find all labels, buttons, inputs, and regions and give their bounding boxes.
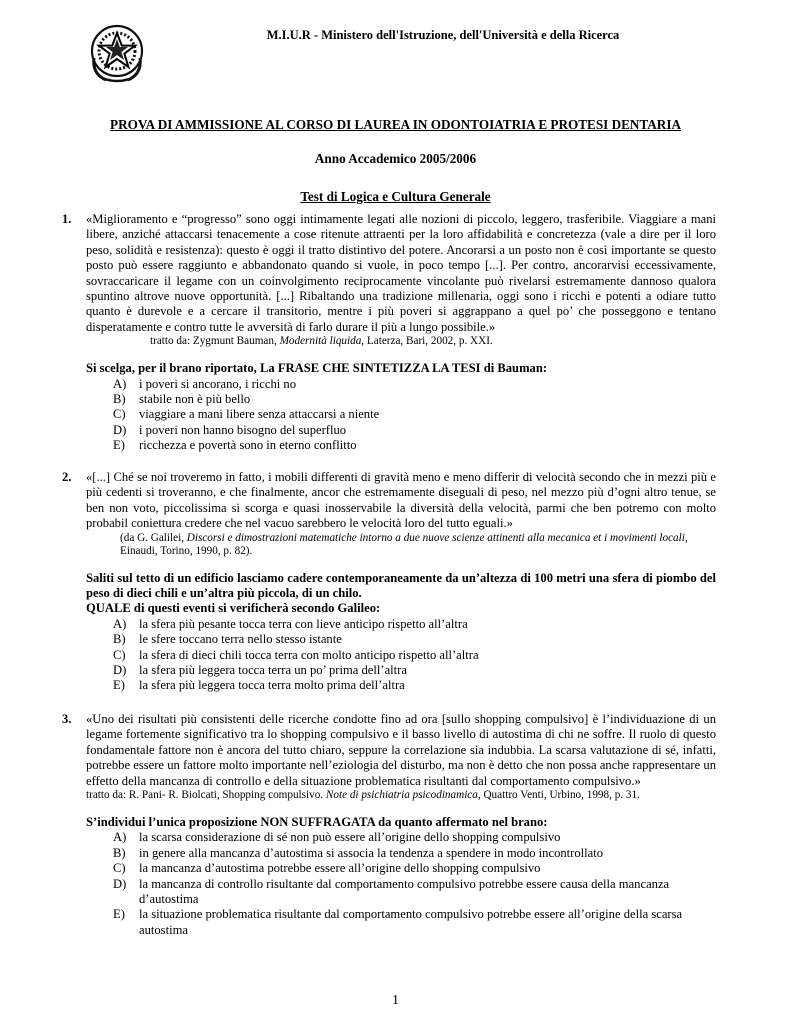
passage-source: (da G. Galilei, Discorsi e dimostrazioni matematiche intorno a due nuove scienze attinenti alla mecanica et i movimenti locali, Einaudi, Torino, 1990, p. 82).: [120, 531, 688, 557]
answer-option-b: B) stabile non è più bello: [113, 392, 251, 407]
question-prompt-2: QUALE di questi eventi si verificherà secondo Galileo:: [86, 601, 381, 616]
answer-option-d: D) la mancanza di controllo risultante dal comportamento compulsivo potrebbe essere causa della mancanza d’autostima: [113, 876, 670, 907]
answer-option-c: C) viaggiare a mani libere senza attaccarsi a niente: [113, 407, 380, 422]
answer-option-d: D) la sfera più leggera tocca terra un po’ prima dell’altra: [113, 663, 407, 678]
academic-year: Anno Accademico 2005/2006: [314, 151, 477, 166]
question-prompt: Saliti sul tetto di un edificio lasciamo cadere contemporaneamente da un’altezza di 100 metri una sfera di piombo del peso di dieci chili e un’altra più piccola, di un chilo.: [86, 570, 716, 601]
question-1: [62, 212, 716, 454]
passage-source: tratto da: R. Pani- R. Biolcati, Shopping compulsivo. Note di psichiatria psicodinamica, Quattro Venti, Urbino, 1998, p. 31.: [86, 789, 640, 802]
question-2: [62, 470, 716, 694]
answer-option-e: E) la situazione problematica risultante dal comportamento compulsivo potrebbe essere all’origine della scarsa autostima: [113, 907, 683, 937]
question-passage: «[...] Ché se noi troveremo in fatto, i mobili differenti di gravità meno e meno differir di velocità secondo che in mezzi più e più cedenti si troveranno, e che finalmente, ancor che estremamente diseguali di peso, nel mezzo più d’ogni altro tenue, se ben non voto, piccolissima si scorga e quasi inosservabile la diversità della velocità, parmi che ben potremo con molto probabil coniettura credere che nel vacuo sarebbero le velocità loro del tutto eguali.»: [86, 470, 716, 531]
question-3: [62, 712, 716, 938]
answer-option-c: C) la sfera di dieci chili tocca terra con molto anticipo rispetto all’altra: [113, 647, 479, 662]
answer-options: [113, 617, 716, 694]
page-number: 1: [392, 993, 399, 1008]
exam-title: PROVA DI AMMISSIONE AL CORSO DI LAUREA IN ODONTOIATRIA E PROTESI DENTARIA: [110, 117, 681, 132]
answer-option-a: A) i poveri si ancorano, i ricchi no: [113, 376, 297, 391]
answer-options: [113, 830, 716, 938]
answer-option-e: E) ricchezza e povertà sono in eterno conflitto: [113, 438, 357, 453]
question-passage: «Miglioramento e “progresso” sono oggi intimamente legati alle nozioni di piccolo, leggero, trasferibile. Viaggiare a mani libere, anziché attaccarsi tenacemente a cose ritenute attraenti per la loro affidabilità e concretezza (vale a dire per il loro peso, solidità e resistenza): questo è oggi il tratto distintivo del potere. Ancorarsi a un posto non è così importante se questo posto può essere raggiunto e abbandonato quando si vuole, in poco tempo [...]. Per contro, ancorarvisi eccessivamente, sovraccaricare il legame con un coinvolgimento reciprocamente vincolante può rivelarsi estremamente dannoso qualora spuntino altrove nuove opportunità. [...] Ribaltando una tradizione millenaria, oggi sono i ricchi e potenti a odiare tutto quanto è durevole e a cercare il transitorio, mentre i più poveri si aggrappano a quel po’ che posseggono e tentano disperatamente e contro tutte le avversità di farlo durare il più a lungo possibile.»: [86, 212, 716, 334]
question-number: 1.: [62, 212, 72, 226]
answer-option-b: B) le sfere toccano terra nello stesso istante: [113, 632, 342, 647]
answer-options: [113, 377, 716, 454]
ministry-header: M.I.U.R - Ministero dell'Istruzione, dell'Università e della Ricerca: [266, 28, 620, 42]
question-passage: «Uno dei risultati più consistenti delle ricerche condotte fino ad ora [sullo shopping compulsivo] è l’individuazione di un legame fortemente significativo tra lo shopping compulsivo e il basso livello di autostima di chi ne soffre. Il ruolo di questo fondamentale fattore non è ancora del tutto chiaro, seppure la correlazione sia indubbia. La scarsa valutazione di sé, infatti, potrebbe essere un fattore molto importante nell’eziologia del disturbo, ma non è detto che non possa anche rappresentare un effetto della mancanza di controllo e della situazione problematica risultanti dal comportamento compulsivo.»: [86, 712, 716, 788]
answer-option-b: B) in genere alla mancanza d’autostima si associa la tendenza a spendere in modo incontrollato: [113, 845, 604, 860]
answer-option-a: A) la scarsa considerazione di sé non può essere all’origine dello shopping compulsivo: [113, 830, 561, 845]
test-subject: Test di Logica e Cultura Generale: [300, 189, 491, 204]
question-prompt: S’individui l’unica proposizione NON SUFFRAGATA da quanto affermato nel brano:: [86, 815, 548, 830]
answer-option-d: D) i poveri non hanno bisogno del superfluo: [113, 422, 347, 437]
answer-option-e: E) la sfera più leggera tocca terra molto prima dell’altra: [113, 678, 405, 693]
question-prompt: Si scelga, per il brano riportato, La FRASE CHE SINTETIZZA LA TESI di Bauman:: [86, 361, 548, 376]
answer-option-c: C) la mancanza d’autostima potrebbe essere all’origine dello shopping compulsivo: [113, 861, 541, 876]
answer-option-a: A) la sfera più pesante tocca terra con lieve anticipo rispetto all’altra: [113, 616, 468, 631]
question-number: 2.: [62, 470, 72, 484]
question-number: 3.: [62, 712, 72, 726]
passage-source: tratto da: Zygmunt Bauman, Modernità liquida, Laterza, Bari, 2002, p. XXI.: [150, 335, 493, 348]
